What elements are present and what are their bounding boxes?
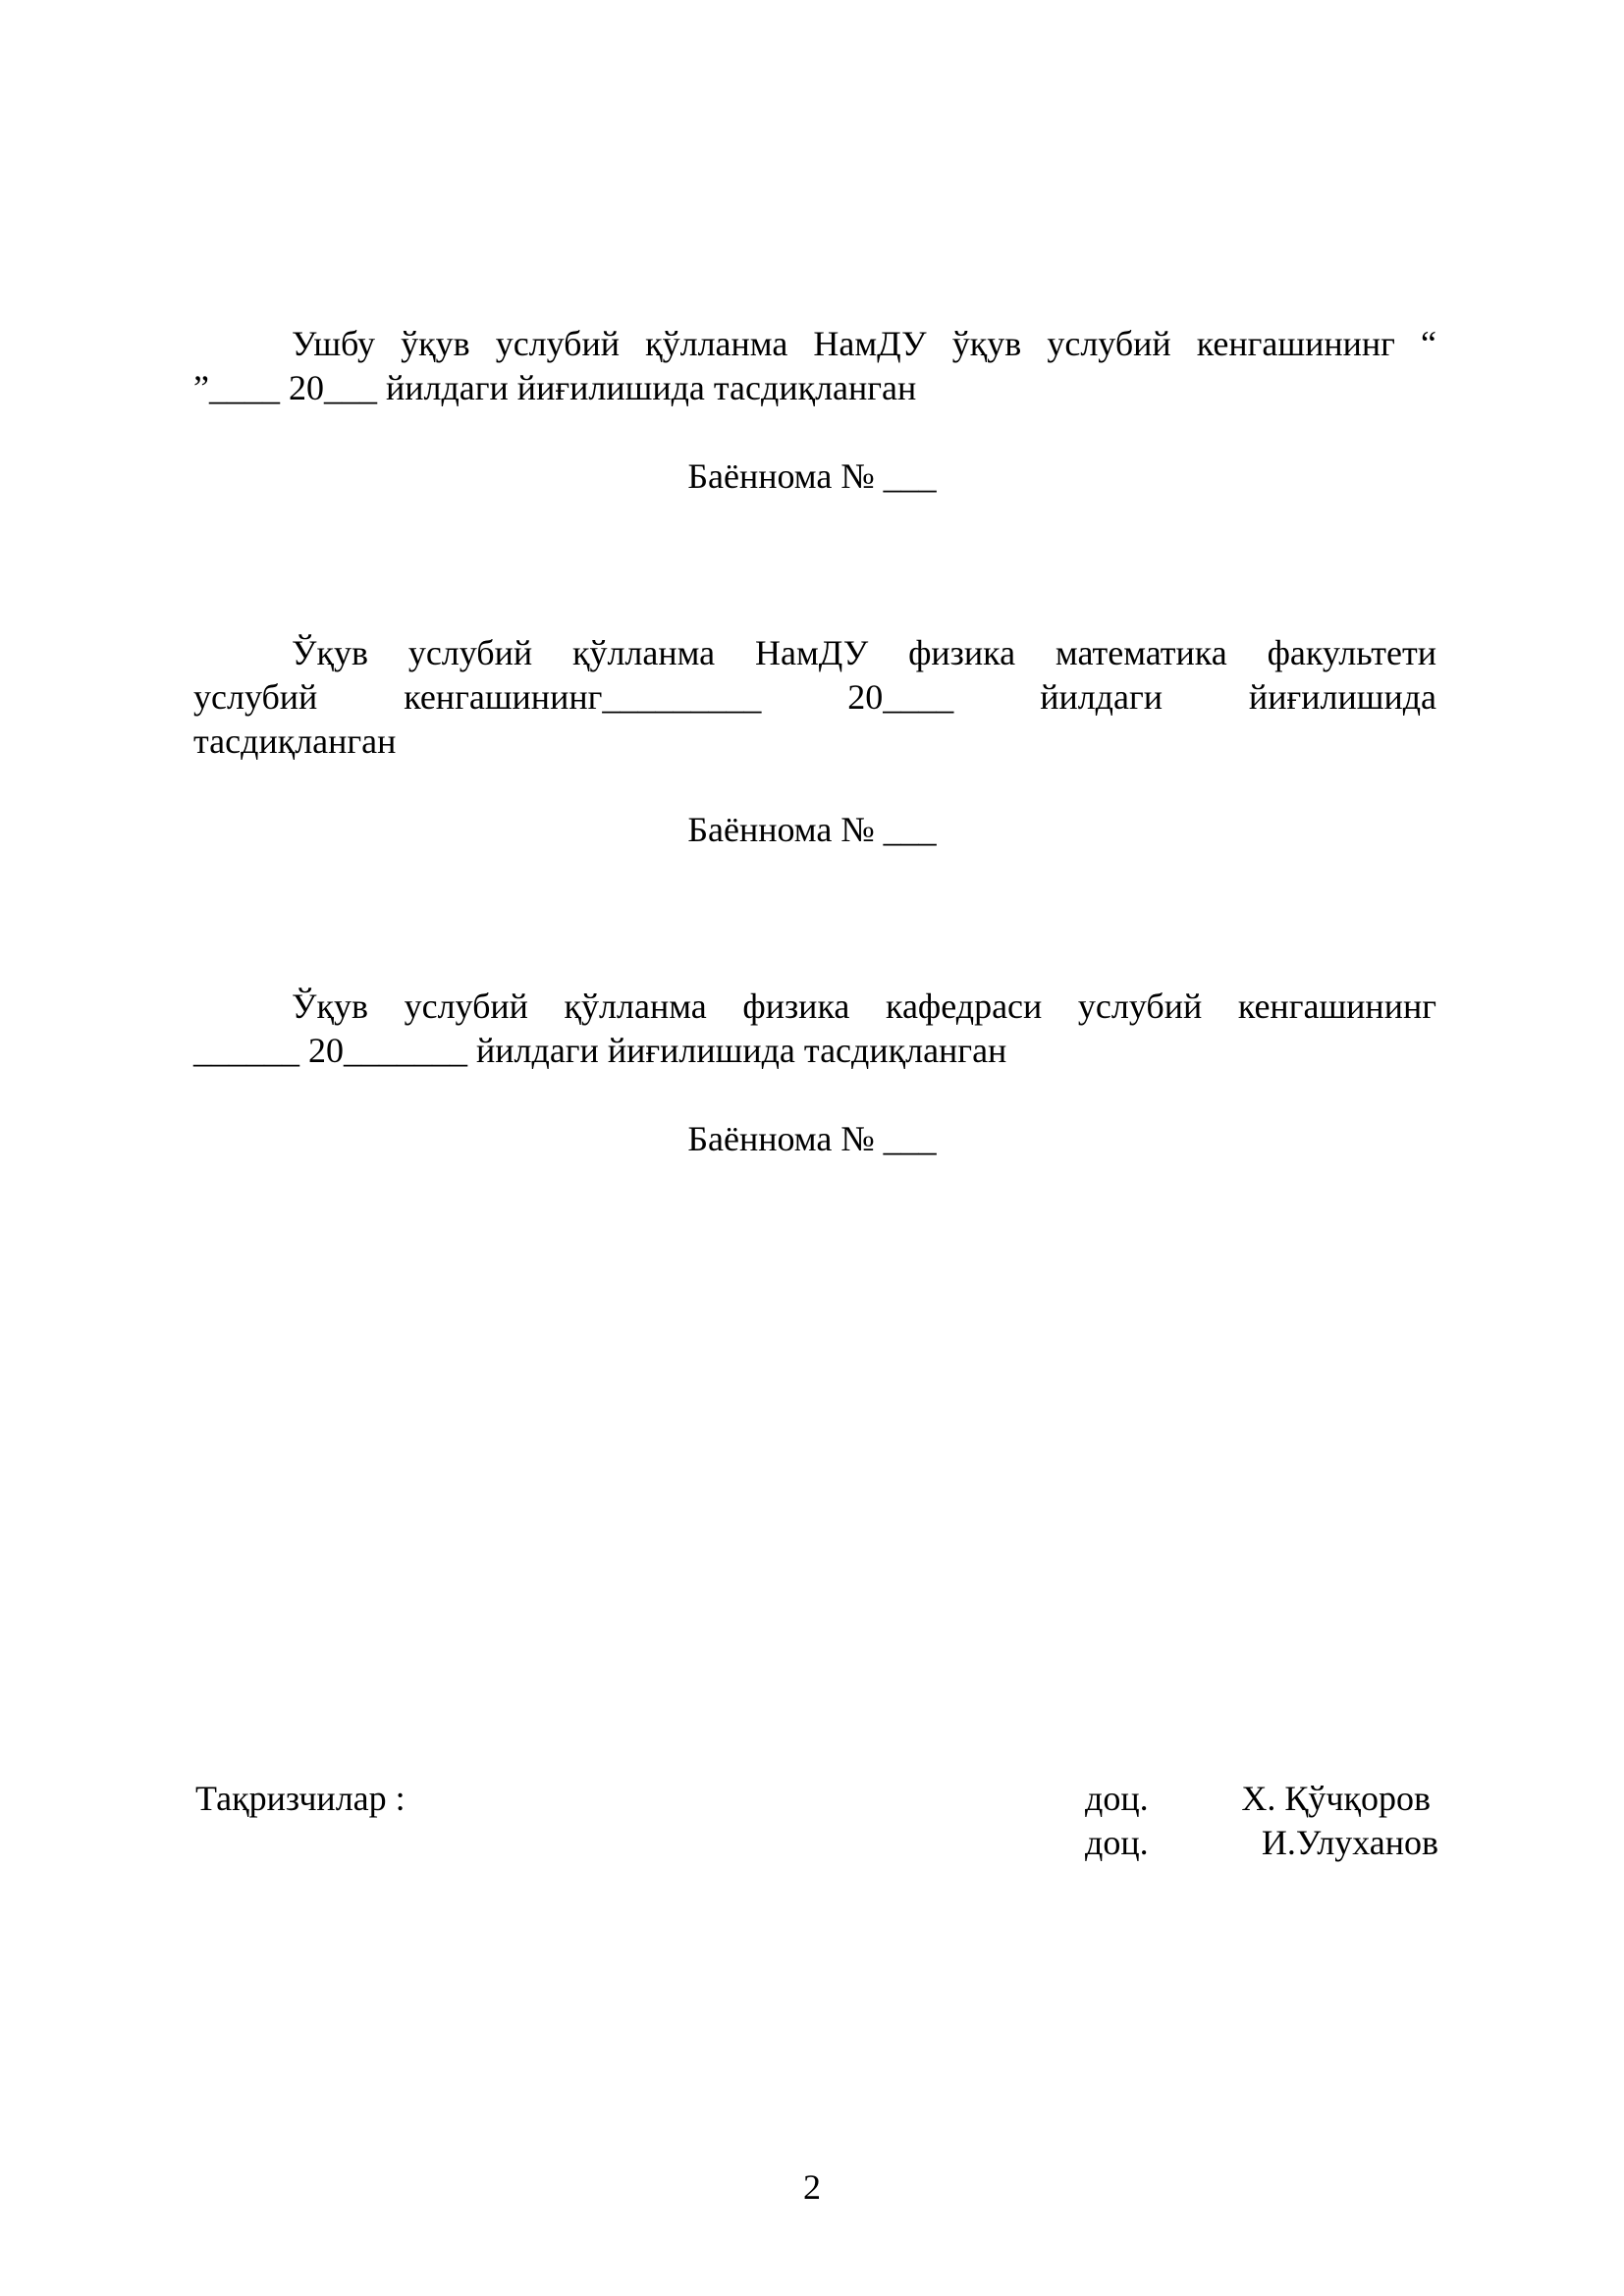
reviewer-title: доц.	[1085, 1779, 1149, 1818]
reviewers-label: Тақризчилар :	[195, 1779, 406, 1818]
reviewer-title: доц.	[1085, 1823, 1149, 1862]
approval-paragraph-faculty	[193, 631, 1436, 764]
protocol-number-department: Баённома № ___	[687, 1119, 937, 1158]
approval-line: ”____ 20___ йилдаги йиғилишида тасдиқланган	[193, 368, 917, 407]
approval-line: услубий кенгашининг_________ 20____ йилдаги йиғилишида	[193, 677, 1436, 717]
page-number: 2	[803, 2167, 821, 2207]
approval-line: тасдиқланган	[193, 721, 397, 761]
approval-line: Ушбу ўқув услубий қўлланма НамДУ ўқув услубий кенгашининг “	[292, 324, 1436, 363]
approval-line: Ўқув услубий қўлланма НамДУ физика математика факультети	[292, 633, 1436, 672]
reviewer-name: И.Улуханов	[1261, 1823, 1438, 1862]
protocol-number-faculty: Баённома № ___	[687, 810, 937, 849]
protocol-number-university: Баённома № ___	[687, 456, 937, 496]
reviewer-name: Х. Қўчқоров	[1241, 1779, 1431, 1818]
approval-line: ______ 20_______ йилдаги йиғилишида тасдиқланган	[193, 1031, 1007, 1070]
approval-line: Ўқув услубий қўлланма физика кафедраси услубий кенгашининг	[292, 987, 1436, 1026]
approval-paragraph-university	[193, 322, 1436, 410]
approval-paragraph-department	[193, 985, 1436, 1073]
